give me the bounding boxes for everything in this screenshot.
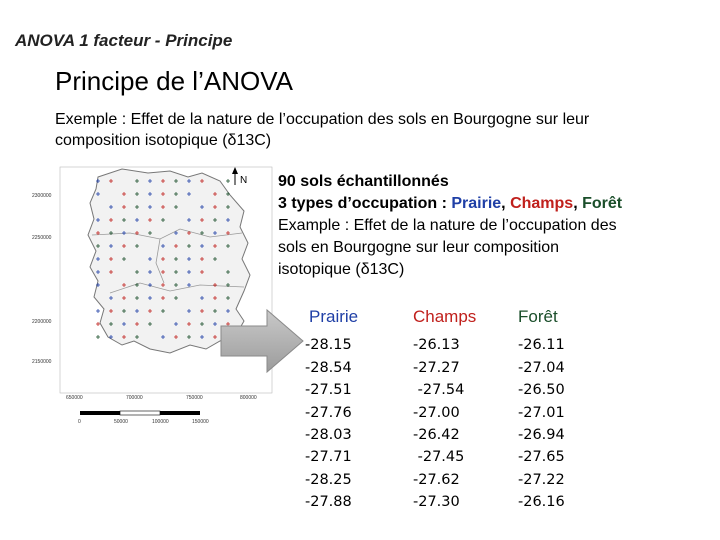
table-cell: -27.62 — [413, 471, 460, 488]
intro-text: Exemple : Effet de la nature de l’occupation des sols en Bourgogne sur leur composition isotopique (δ13C) — [55, 111, 590, 149]
right-arrow-icon — [219, 308, 305, 374]
example-text-line: isotopique (δ13C) — [278, 261, 405, 278]
table-cell: -27.04 — [518, 359, 565, 376]
type-prairie: Prairie — [451, 195, 502, 212]
slide-header: ANOVA 1 facteur - Principe — [15, 31, 233, 50]
column-header-foret: Forêt — [518, 307, 558, 326]
table-cell: -27.45 — [413, 449, 465, 466]
table-cell: -26.16 — [518, 494, 565, 511]
table-cell: -27.54 — [413, 382, 465, 399]
map-x-tick: 800000 — [240, 395, 257, 401]
table-cell: -26.13 — [413, 337, 460, 354]
table-column-champs — [413, 306, 476, 514]
scale-label: 0 — [78, 419, 81, 425]
types-prefix: 3 types d’occupation : — [278, 195, 452, 212]
map-x-tick: 700000 — [126, 395, 143, 401]
column-values — [518, 334, 565, 513]
table-cell: -27.30 — [413, 494, 460, 511]
table-column-foret — [518, 306, 565, 514]
example-text-line: sols en Bourgogne sur leur composition — [278, 239, 560, 256]
burgundy-map — [30, 163, 275, 425]
table-cell: -27.65 — [518, 449, 565, 466]
column-header-champs: Champs — [413, 307, 477, 326]
column-header-prairie: Prairie — [309, 307, 359, 326]
map-y-tick: 2300000 — [32, 193, 52, 199]
table-cell: -27.01 — [518, 404, 565, 421]
types-separator: , — [501, 195, 511, 212]
map-y-tick: 2200000 — [32, 319, 52, 325]
scale-label: 50000 — [114, 419, 128, 425]
table-cell: -26.94 — [518, 427, 565, 444]
table-cell: -27.22 — [518, 471, 565, 488]
table-cell: -28.25 — [305, 471, 352, 488]
table-cell: -26.42 — [413, 427, 460, 444]
slide-title: Principe de l’ANOVA — [55, 66, 293, 96]
scale-label: 150000 — [192, 419, 209, 425]
table-cell: -27.71 — [305, 449, 352, 466]
column-values — [305, 334, 358, 513]
table-cell: -27.00 — [413, 404, 460, 421]
table-cell: -28.54 — [305, 359, 352, 376]
north-label: N — [240, 175, 248, 186]
scale-label: 100000 — [152, 419, 169, 425]
type-foret: Forêt — [582, 195, 623, 212]
map-x-tick: 650000 — [66, 395, 83, 401]
table-column-prairie — [305, 306, 358, 514]
map-y-tick: 2150000 — [32, 359, 52, 365]
table-cell: -26.50 — [518, 382, 565, 399]
table-cell: -28.15 — [305, 337, 352, 354]
table-cell: -27.27 — [413, 359, 460, 376]
column-values — [413, 334, 476, 513]
occupation-types-line — [278, 193, 698, 215]
description-block — [278, 171, 698, 281]
table-cell: -27.76 — [305, 404, 352, 421]
map-x-tick: 750000 — [186, 395, 203, 401]
table-cell: -27.51 — [305, 382, 352, 399]
samples-line: 90 sols échantillonnés — [278, 173, 449, 190]
types-separator: , — [573, 195, 583, 212]
table-cell: -27.88 — [305, 494, 352, 511]
type-champs: Champs — [510, 195, 574, 212]
example-text-line: Example : Effet de la nature de l’occupation des — [278, 217, 617, 234]
table-cell: -26.11 — [518, 337, 565, 354]
map-y-tick: 2250000 — [32, 235, 52, 241]
table-cell: -28.03 — [305, 427, 352, 444]
